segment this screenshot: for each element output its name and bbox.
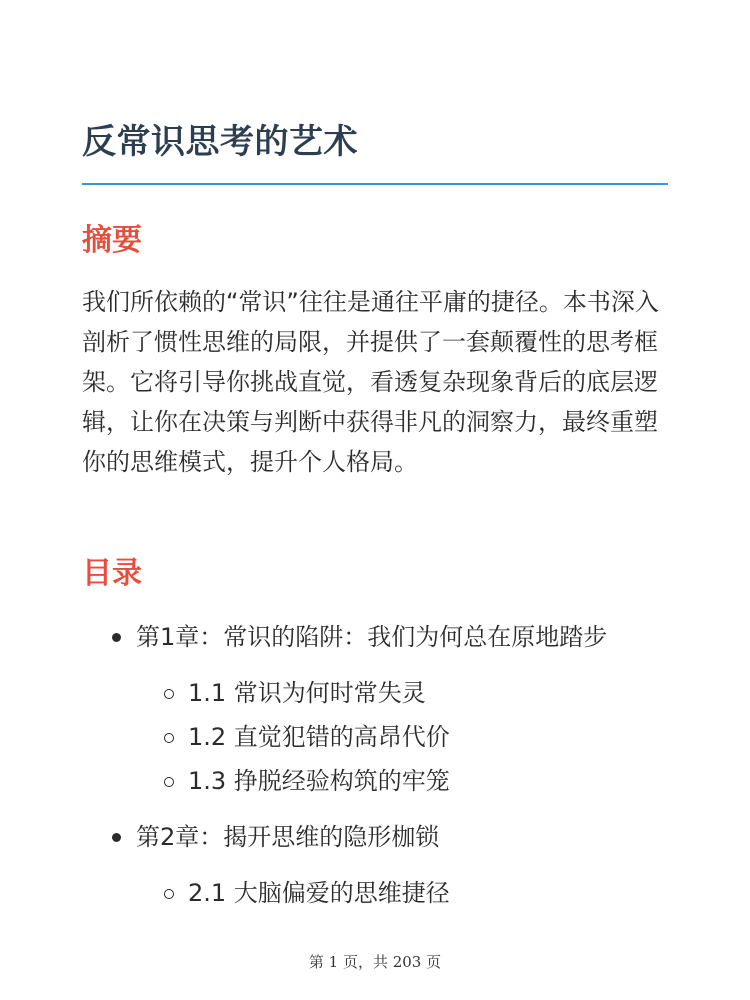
page-number-footer: 第 1 页，共 203 页 [308, 953, 442, 971]
bullet-circle-icon [164, 889, 174, 899]
bullet-circle-icon [164, 689, 174, 699]
toc-section-item[interactable] [162, 871, 708, 915]
bullet-disc-icon [112, 833, 121, 842]
title-divider [82, 183, 668, 185]
toc-section-title: 1.1 常识为何时常失灵 [188, 679, 426, 707]
toc-section-list [108, 671, 708, 803]
toc-chapter-1 [108, 615, 708, 803]
toc-chapter-title: 第2章：揭开思维的隐形枷锁 [136, 823, 440, 851]
toc-chapter-label[interactable] [108, 615, 708, 659]
bullet-disc-icon [112, 633, 121, 642]
toc-section-title: 2.1 大脑偏爱的思维捷径 [188, 879, 450, 907]
toc-section-item[interactable] [162, 715, 708, 759]
bullet-circle-icon [164, 777, 174, 787]
abstract-heading: 摘要 [82, 223, 142, 258]
toc-chapter-title: 第1章：常识的陷阱：我们为何总在原地踏步 [136, 623, 608, 651]
toc-section-item[interactable] [162, 671, 708, 715]
table-of-contents [108, 615, 708, 927]
toc-section-item[interactable] [162, 759, 708, 803]
toc-chapter-2 [108, 815, 708, 915]
book-title: 反常识思考的艺术 [82, 122, 358, 162]
toc-heading: 目录 [82, 556, 142, 591]
toc-section-list [108, 871, 708, 915]
toc-section-title: 1.3 挣脱经验构筑的牢笼 [188, 767, 450, 795]
toc-section-title: 1.2 直觉犯错的高昂代价 [188, 723, 450, 751]
toc-chapter-label[interactable] [108, 815, 708, 859]
abstract-paragraph: 我们所依赖的“常识”往往是通往平庸的捷径。本书深入剖析了惯性思维的局限，并提供了一套颠覆性的思考框架。它将引导你挑战直觉，看透复杂现象背后的底层逻辑，让你在决策与判断中获得非凡的洞察力，最终重塑你的思维模式，提升个人格局。 [82, 288, 659, 476]
bullet-circle-icon [164, 733, 174, 743]
